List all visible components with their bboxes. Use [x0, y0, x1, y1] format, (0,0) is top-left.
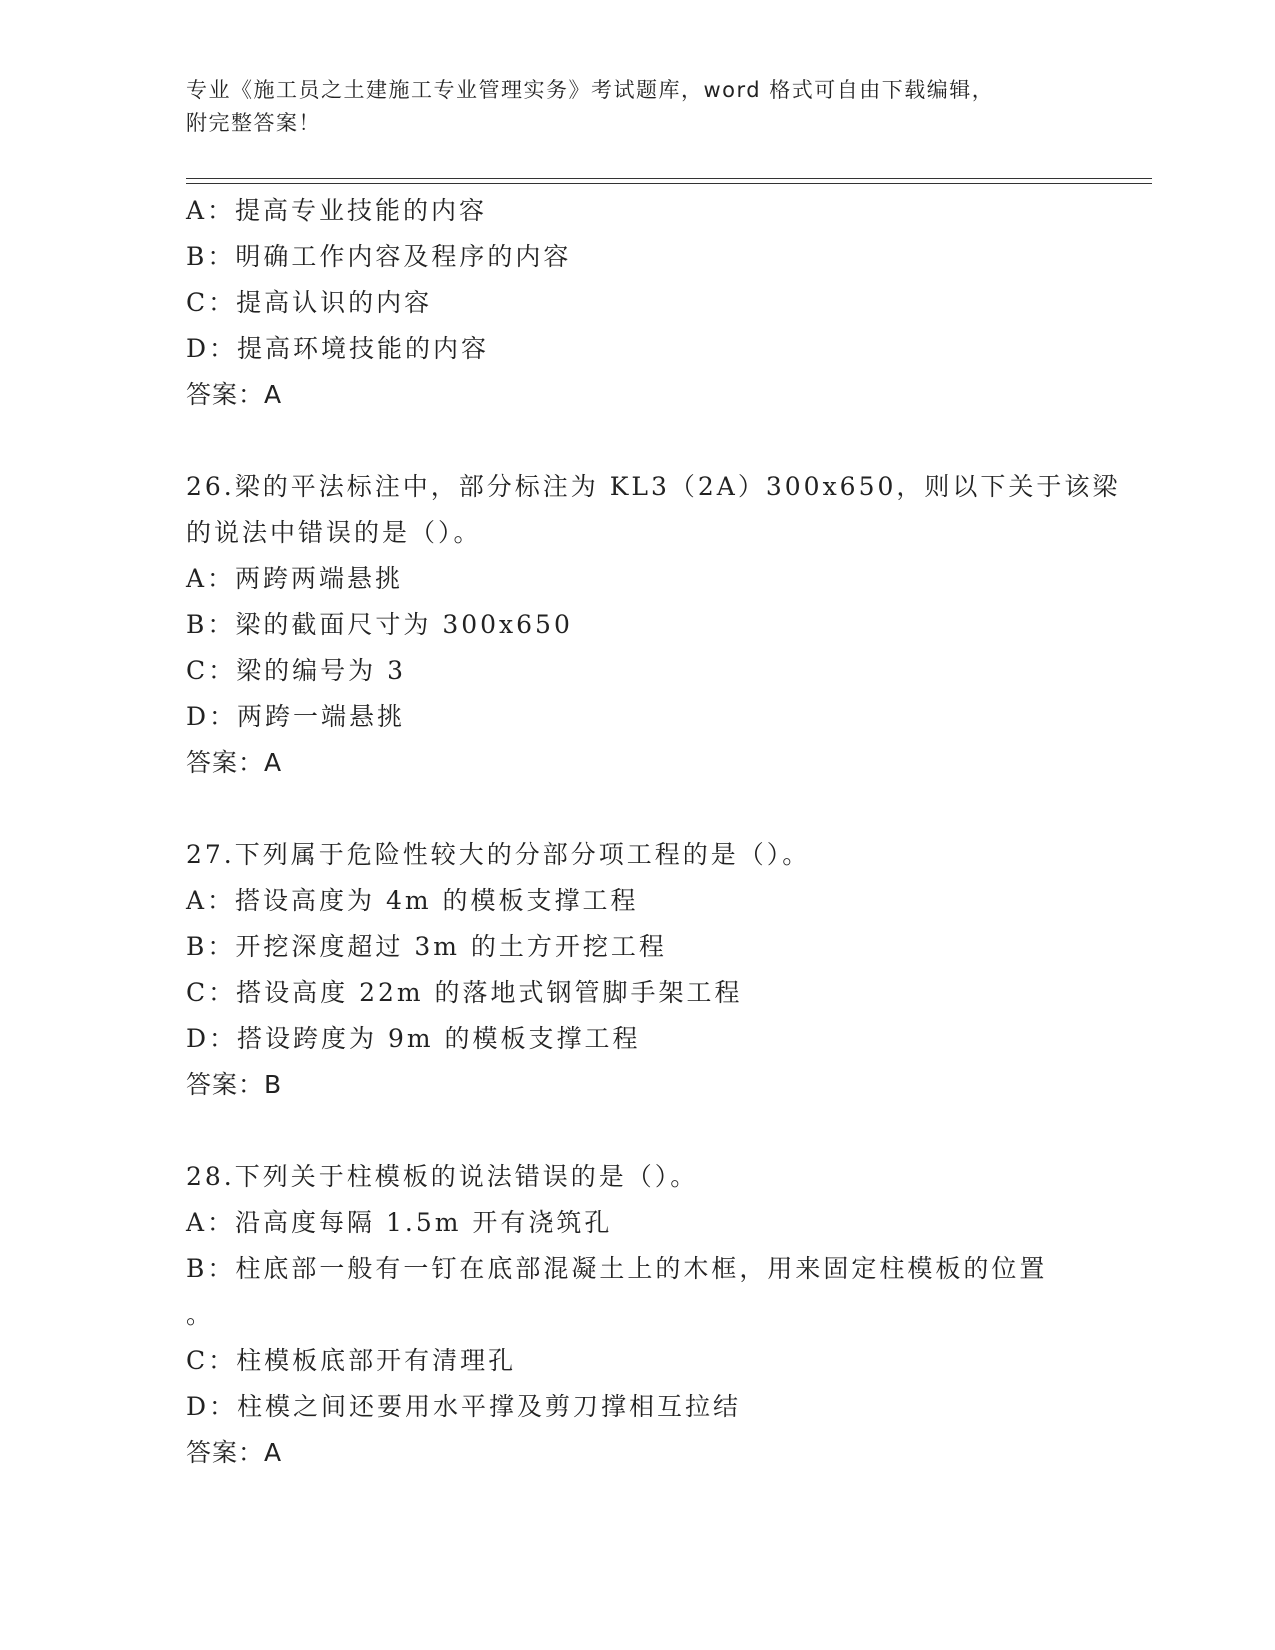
option-a: A：沿高度每隔 1.5m 开有浇筑孔	[186, 1208, 613, 1237]
question-list	[186, 188, 1121, 1476]
option-a: A：提高专业技能的内容	[186, 196, 488, 225]
option-c: C：搭设高度 22m 的落地式钢管脚手架工程	[186, 978, 743, 1007]
option-b: B：柱底部一般有一钉在底部混凝土上的木框，用来固定柱模板的位置	[186, 1254, 1048, 1283]
spacer	[186, 786, 1086, 832]
option-d: D：搭设跨度为 9m 的模板支撑工程	[186, 1024, 641, 1053]
option-c: C：提高认识的内容	[186, 288, 433, 317]
option-d: D：柱模之间还要用水平撑及剪刀撑相互拉结	[186, 1392, 742, 1421]
option-c: C：柱模板底部开有清理孔	[186, 1346, 517, 1375]
header-divider-bottom	[186, 183, 1152, 184]
answer: 答案：A	[186, 380, 283, 409]
option-b: B：开挖深度超过 3m 的土方开挖工程	[186, 932, 667, 961]
header-divider-top	[186, 178, 1152, 179]
spacer	[186, 1108, 1086, 1154]
answer: 答案：B	[186, 1070, 283, 1099]
question-stem: 27.下列属于危险性较大的分部分项工程的是（）。	[186, 840, 811, 869]
answer: 答案：A	[186, 1438, 283, 1467]
answer: 答案：A	[186, 748, 283, 777]
question-block-28	[186, 1154, 1086, 1476]
option-b: B：明确工作内容及程序的内容	[186, 242, 572, 271]
option-b-wrap: 。	[186, 1300, 215, 1329]
option-c: C：梁的编号为 3	[186, 656, 406, 685]
option-b: B：梁的截面尺寸为 300x650	[186, 610, 573, 639]
header-line-1: 专业《施工员之土建施工专业管理实务》考试题库，word 格式可自由下载编辑，	[186, 78, 995, 102]
question-stem: 26.梁的平法标注中，部分标注为 KL3（2A）300x650，则以下关于该梁	[186, 472, 1121, 501]
option-a: A：搭设高度为 4m 的模板支撑工程	[186, 886, 639, 915]
option-d: D：两跨一端悬挑	[186, 702, 406, 731]
option-a: A：两跨两端悬挑	[186, 564, 404, 593]
question-block-26	[186, 464, 1121, 786]
document-header	[186, 74, 1086, 140]
spacer	[186, 418, 1086, 464]
question-stem: 28.下列关于柱模板的说法错误的是（）。	[186, 1162, 699, 1191]
option-d: D：提高环境技能的内容	[186, 334, 490, 363]
question-stem-continued: 的说法中错误的是（）。	[186, 518, 482, 547]
header-line-2: 附完整答案！	[186, 111, 321, 135]
question-block-27	[186, 832, 1086, 1108]
question-block-25	[186, 188, 1086, 418]
